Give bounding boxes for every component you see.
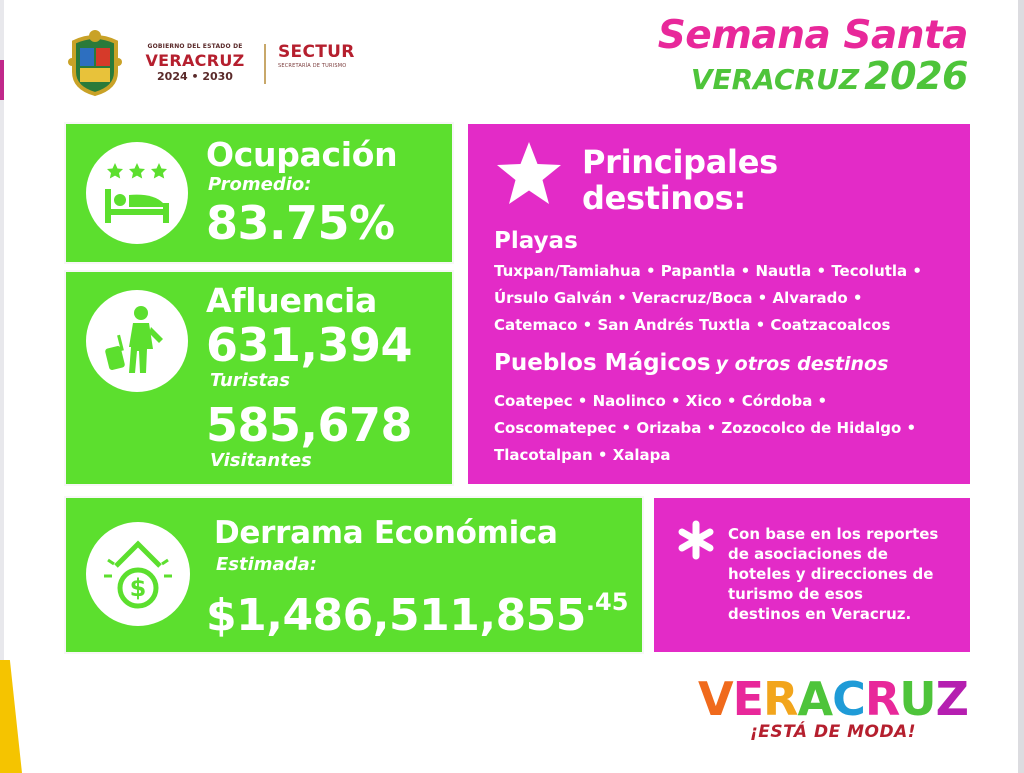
magic-towns-heading	[494, 352, 888, 375]
occupancy-card	[66, 124, 452, 262]
economy-value-main: $1,486,511,855	[206, 590, 586, 641]
magic-towns-heading-italic: y otros destinos	[715, 353, 889, 375]
magic-towns-list	[494, 388, 964, 469]
event-title	[657, 13, 968, 98]
brand-tagline: ¡ESTÁ DE MODA!	[750, 722, 916, 742]
economy-value	[206, 588, 629, 641]
occupancy-value: 83.75%	[206, 196, 395, 250]
note-line: destinos en Veracruz.	[728, 605, 912, 623]
note-text	[728, 524, 964, 624]
sectur-logo	[278, 44, 355, 69]
brand-letter: U	[899, 672, 936, 726]
note-card	[654, 498, 970, 652]
government-term-years: 2024 • 2030	[157, 70, 233, 83]
money-house-icon	[86, 522, 190, 626]
brand-letter: R	[763, 672, 798, 726]
sectur-subtitle: SECRETARÍA DE TURISMO	[278, 63, 347, 69]
hotel-bed-icon	[86, 142, 188, 244]
government-state-name: VERACRUZ	[145, 51, 245, 70]
logo-divider	[264, 44, 266, 84]
government-label: GOBIERNO DEL ESTADO DE	[147, 43, 243, 50]
left-edge-yellow-accent	[0, 660, 22, 773]
veracruz-brand-logo	[694, 672, 972, 742]
beaches-line: Catemaco • San Andrés Tuxtla • Coatzacoalcos	[494, 316, 891, 334]
asterisk-icon	[676, 520, 716, 564]
coat-of-arms-logo	[66, 28, 124, 98]
destinations-title-line1: Principales	[582, 143, 778, 181]
beaches-line: Úrsulo Galván • Veracruz/Boca • Alvarado •	[494, 289, 863, 307]
beaches-line: Tuxpan/Tamiahua • Papantla • Nautla • Tecolutla •	[494, 262, 922, 280]
traveler-luggage-icon	[86, 290, 188, 392]
note-line: de asociaciones de	[728, 545, 888, 563]
brand-letter: E	[732, 672, 764, 726]
magic-towns-line: Coscomatepec • Orizaba • Zozocolco de Hidalgo •	[494, 419, 917, 437]
event-title-line2	[658, 54, 968, 98]
svg-text:$: $	[129, 574, 147, 602]
note-line: hoteles y direcciones de	[728, 565, 934, 583]
magic-towns-line: Tlacotalpan • Xalapa	[494, 446, 671, 464]
occupancy-subtitle: Promedio:	[208, 174, 312, 195]
brand-letter: R	[864, 672, 900, 726]
influx-visitors-label: Visitantes	[210, 450, 312, 471]
magic-towns-heading-main: Pueblos Mágicos	[494, 350, 711, 376]
star-icon	[494, 140, 564, 212]
influx-title: Afluencia	[206, 281, 378, 320]
brand-letter: A	[797, 672, 833, 726]
economy-value-cents: .45	[585, 588, 629, 616]
economy-title: Derrama Económica	[214, 515, 558, 551]
left-edge-strip	[0, 0, 4, 773]
destinations-card	[468, 124, 970, 484]
beaches-list	[494, 258, 964, 339]
sectur-name: SECTUR	[278, 42, 355, 62]
note-line: turismo de esos	[728, 585, 863, 603]
note-line: Con base en los reportes	[728, 525, 939, 543]
economy-subtitle: Estimada:	[216, 554, 317, 575]
brand-letter: C	[832, 672, 865, 726]
event-title-line1: Semana Santa	[657, 13, 968, 58]
event-year: 2026	[864, 54, 968, 98]
influx-tourists-label: Turistas	[210, 370, 290, 391]
beaches-heading: Playas	[494, 228, 578, 254]
brand-wordmark	[694, 672, 972, 726]
influx-tourists-value: 631,394	[206, 318, 413, 372]
economy-card	[66, 498, 642, 652]
influx-visitors-value: 585,678	[206, 398, 413, 452]
brand-letter: Z	[935, 672, 968, 726]
right-edge-strip	[1018, 0, 1024, 773]
destinations-title-line2: destinos:	[582, 179, 746, 217]
brand-letter: V	[698, 672, 733, 726]
event-state: VERACRUZ	[690, 63, 860, 96]
occupancy-title: Ocupación	[206, 135, 398, 174]
influx-card	[66, 272, 452, 484]
left-edge-accent	[0, 60, 4, 100]
magic-towns-line: Coatepec • Naolinco • Xico • Córdoba •	[494, 392, 828, 410]
government-wordmark	[136, 44, 254, 82]
